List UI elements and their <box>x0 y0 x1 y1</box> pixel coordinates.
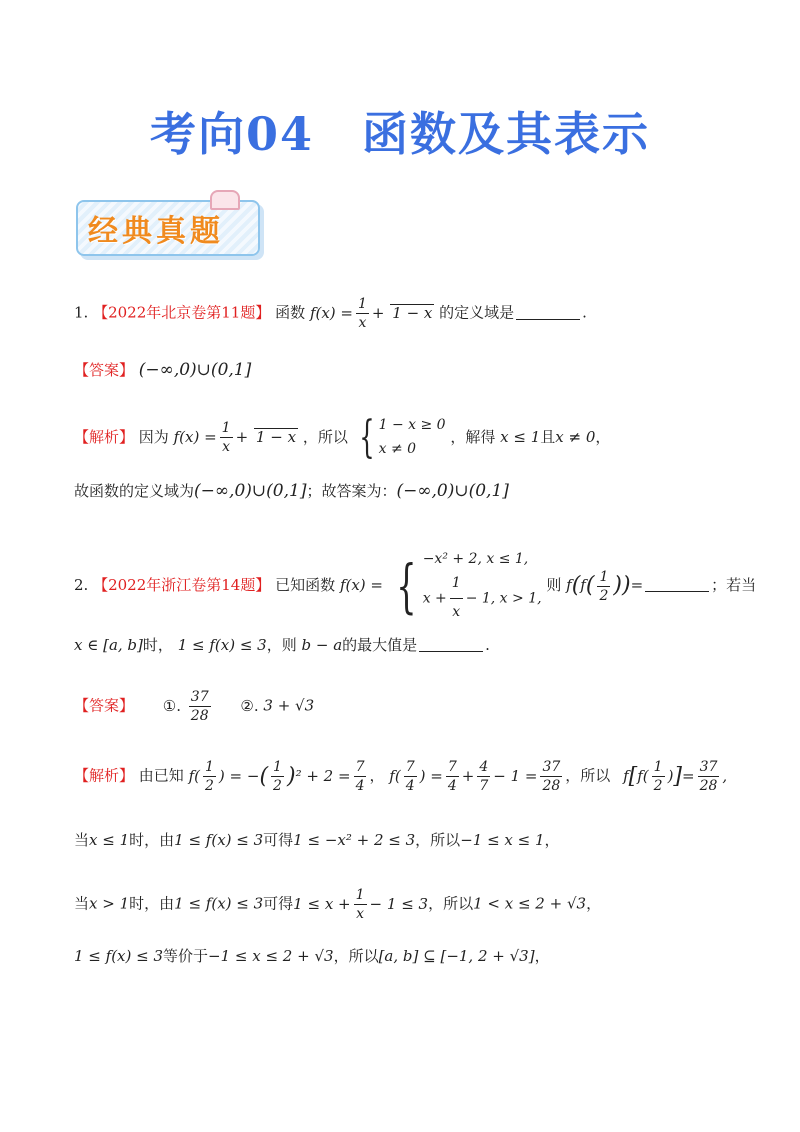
q2-answer-1-label: ①. <box>162 696 182 715</box>
q2-stem-text-2: 则 <box>546 576 562 595</box>
left-brace-icon-2: { <box>396 552 417 621</box>
q2-source-tag: 【2022年浙江卷第14题】 <box>93 576 271 595</box>
q1-answer-value: (−∞,0)∪(0,1] <box>138 360 252 380</box>
q1-conclusion-text: 故函数的定义域为 <box>74 482 195 500</box>
q2-l3-ineq: 1 ≤ x + $\frac{1}{x}$ − 1 ≤ 3 <box>293 887 429 922</box>
q2-l4-ineq: −1 ≤ x ≤ 2 + √3 <box>208 947 334 965</box>
q2-analysis-line-4 <box>74 949 550 964</box>
q2-l4-so: ，所以 <box>333 947 379 965</box>
q1-analysis-function: f(x) = $\frac{1}{x}$ + 1 − x <box>173 420 297 456</box>
q2-piece-2-tail: − 1, x > 1, <box>465 590 542 607</box>
q1-case-1: 1 − x ≥ 0 <box>378 417 446 433</box>
q2-l2-so: ，所以 <box>415 831 461 849</box>
q2-l3-comma: ， <box>586 894 602 913</box>
q1-analysis-text: 因为 <box>138 427 169 446</box>
q1-answer <box>74 362 251 379</box>
q2-then: ，则 <box>266 636 297 654</box>
q2-l3-cond: x > 1 <box>89 894 130 913</box>
q2-stem-text: 已知函数 <box>275 576 336 595</box>
q2-eval-1: f( $\frac{1}{2}$ ) = −( $\frac{1}{2}$ )² + 2 = $\frac{7}{4}$ <box>188 759 365 794</box>
q2-answer-2-value: 3 + √3 <box>263 696 315 715</box>
q1-stem-text-2: 的定义域是 <box>439 303 515 322</box>
q2-answer-1-denominator: 28 <box>190 708 209 724</box>
q2-interval: x ∈ [a, b] <box>74 636 143 654</box>
q1-analysis-text-3: ，解得 <box>450 427 496 446</box>
q2-piece-2: x + $\frac{1}{x}$ − 1, x > 1, <box>423 572 542 625</box>
q2-answer <box>74 690 314 723</box>
section-banner <box>70 190 270 260</box>
q1-conclusion-interval: (−∞,0)∪(0,1] <box>194 481 307 501</box>
q2-l3-when: 当 <box>74 894 90 913</box>
q2-piecewise <box>423 548 542 624</box>
q1-analysis-tag: 【解析】 <box>74 427 135 446</box>
q2-l3-range: 1 ≤ f(x) ≤ 3 <box>174 894 264 913</box>
banner-label: 经典真题 <box>88 214 224 249</box>
q2-number: 2. <box>74 576 89 595</box>
q2-answer-blank-2 <box>419 651 483 652</box>
q2-l3-text: 时，由 <box>129 894 175 913</box>
q2-composite: f(f( $\frac{1}{2}$ ))= <box>566 568 644 604</box>
q2-end: . <box>485 636 490 654</box>
q2-l2-range: 1 ≤ f(x) ≤ 3 <box>174 831 264 849</box>
q2-piece-1: −x² + 2, x ≤ 1, <box>422 551 529 567</box>
q2-max-text: 的最大值是 <box>342 636 418 654</box>
q2-l2-when: 当 <box>74 831 90 849</box>
q2-l4-equiv: 等价于 <box>163 947 209 965</box>
q2-eval-2: f( $\frac{7}{4}$ ) = $\frac{7}{4}$ + $\frac{4}{7}$ − 1 = $\frac{37}{28}$ <box>389 759 561 794</box>
q2-function-lhs: f(x) = <box>339 576 383 595</box>
q2-answer-blank-1 <box>645 591 709 592</box>
q1-end: . <box>582 303 587 322</box>
q2-comma-1: ， <box>369 766 385 785</box>
q2-l4-range: 1 ≤ f(x) ≤ 3 <box>74 947 164 965</box>
q1-stem <box>74 297 587 330</box>
q2-l4-comma: ， <box>534 947 550 965</box>
q2-stem-text-3: ；若当 <box>711 576 757 595</box>
q2-analysis-line-1 <box>74 760 727 793</box>
page-title: 考向04 函数及其表示 <box>149 107 650 161</box>
q2-answer-1-fraction <box>189 690 211 723</box>
q2-answer-2-label: ②. <box>240 696 259 715</box>
q1-function: f(x) = $\frac{1}{x}$ + 1 − x <box>309 296 433 331</box>
q1-cond-2: x ≠ 0 <box>555 427 596 446</box>
q1-comma: ， <box>595 427 611 446</box>
q1-stem-text: 函数 <box>275 303 306 322</box>
q1-number: 1. <box>74 303 89 322</box>
q1-cond-1: x ≤ 1 <box>500 427 541 446</box>
q2-analysis-line-2 <box>74 833 560 848</box>
q1-analysis-text-2: ，所以 <box>302 427 348 446</box>
q2-l2-comma: ， <box>544 831 560 849</box>
q2-stem-line-2 <box>74 638 490 653</box>
q2-l3-so: ，所以 <box>428 894 474 913</box>
q2-l2-cond: x ≤ 1 <box>89 831 130 849</box>
q2-l2-text: 时，由 <box>129 831 175 849</box>
q2-l3-result: 1 < x ≤ 2 + √3 <box>473 894 587 913</box>
q2-l2-get: 可得 <box>263 831 294 849</box>
q2-eval-3: f[f( $\frac{1}{2}$ )]= $\frac{37}{28}$ , <box>623 759 728 794</box>
q1-case-2: x ≠ 0 <box>378 440 417 457</box>
q1-conclusion <box>74 483 509 500</box>
q2-analysis-tag: 【解析】 <box>74 766 135 785</box>
q1-analysis <box>74 411 611 463</box>
q2-answer-1-numerator: 37 <box>190 689 209 705</box>
q1-answer-blank <box>516 319 580 320</box>
q2-analysis-text: 由已知 <box>138 766 184 785</box>
q1-and: 且 <box>540 427 556 446</box>
q2-l4-subset: [a, b] ⊆ [−1, 2 + √3] <box>378 947 535 965</box>
q1-source-tag: 【2022年北京卷第11题】 <box>93 303 271 322</box>
q1-conclusion-answer: (−∞,0)∪(0,1] <box>396 481 509 501</box>
q2-so-text: ，所以 <box>565 766 611 785</box>
q2-l2-result: −1 ≤ x ≤ 1 <box>460 831 545 849</box>
q2-difference: b − a <box>301 636 343 654</box>
q1-system <box>379 414 446 462</box>
q2-answer-tag: 【答案】 <box>74 696 135 715</box>
q2-when: 时， <box>142 636 173 654</box>
q1-answer-tag: 【答案】 <box>74 361 135 379</box>
q2-l2-ineq: 1 ≤ −x² + 2 ≤ 3 <box>293 831 416 849</box>
q2-stem <box>74 548 756 624</box>
q2-l3-get: 可得 <box>263 894 294 913</box>
q1-conclusion-text-2: ；故答案为： <box>306 482 397 500</box>
left-brace-icon: { <box>358 411 375 463</box>
q2-analysis-line-3 <box>74 888 601 921</box>
q2-range: 1 ≤ f(x) ≤ 3 <box>177 636 267 654</box>
